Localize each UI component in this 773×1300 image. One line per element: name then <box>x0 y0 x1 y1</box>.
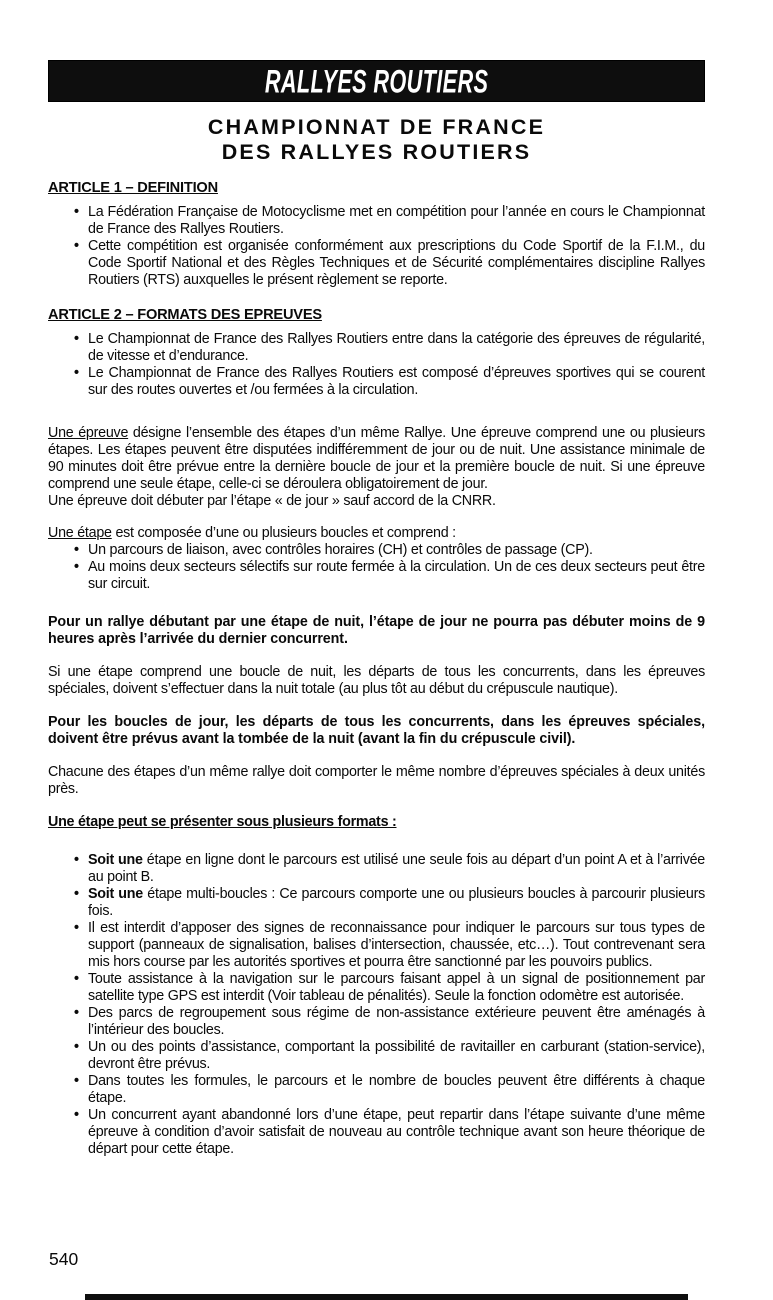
article2-heading: ARTICLE 2 – FORMATS DES EPREUVES <box>48 307 322 323</box>
paragraph-chacune: Chacune des étapes d’un même rallye doit comporter le même nombre d’épreuves spéciales à deux unités près. <box>48 764 705 797</box>
list-item: • Toute assistance à la navigation sur le parcours faisant appel à un signal de positionnement par satellite type GPS est interdit (Voir tableau de pénalités). Seule la fonction odomètre est autorisée. <box>48 971 705 1005</box>
list-item: • Un concurrent ayant abandonné lors d’une étape, peut repartir dans l’étape suivante d’une même épreuve à condition d’avoir satisfait de nouveau au contrôle technique avant son heure théorique de départ pour cette étape. <box>48 1107 705 1158</box>
article1-heading: ARTICLE 1 – DEFINITION <box>48 180 218 196</box>
paragraph-epreuve-text: désigne l’ensemble des étapes d’un même Rallye. Une épreuve comprend une ou plusieurs étapes. Les étapes peuvent être disputées indifféremment de jour ou de nuit. Une assistance minimale de 90 minutes doit être prévue entre la dernière boucle de jour et la première boucle de nuit. Si une épreuve comprend une seule étape, celle-ci se déroulera obligatoirement de jour. <box>48 425 705 492</box>
list-item: • Un parcours de liaison, avec contrôles horaires (CH) et contrôles de passage (CP). <box>48 542 705 559</box>
paragraph-bold-nuit: Pour un rallye débutant par une étape de nuit, l’étape de jour ne pourra pas débuter moins de 9 heures après l’arrivée du dernier concurrent. <box>48 614 705 647</box>
banner-title: RALLYES ROUTIERS <box>264 62 489 100</box>
page-title-line2: DES RALLYES ROUTIERS <box>221 140 532 164</box>
formats-heading: Une étape peut se présenter sous plusieurs formats : <box>48 814 397 830</box>
list-item: • Au moins deux secteurs sélectifs sur route fermée à la circulation. Un de ces deux secteurs peut être sur circuit. <box>48 559 705 593</box>
list-item: • Il est interdit d’apposer des signes de reconnaissance pour indiquer le parcours sur tous types de support (panneaux de signalisation, balises d’intersection, chaussée, etc…). Tout contrevenant sera mis hors course par les autorités sportives et pourra être sanctionné par les pouvoirs publics. <box>48 920 705 971</box>
list-item: • Un ou des points d’assistance, comportant la possibilité de ravitailler en carburant (station-service), devront être prévus. <box>48 1039 705 1073</box>
list-item: • Le Championnat de France des Rallyes Routiers est composé d’épreuves sportives qui se courent sur des routes ouvertes et /ou fermées à la circulation. <box>48 365 705 399</box>
bullet-text: étape multi-boucles : Ce parcours comporte une ou plusieurs boucles à parcourir plusieurs fois. <box>88 886 705 919</box>
paragraph-bold-jour: Pour les boucles de jour, les départs de tous les concurrents, dans les épreuves spéciales, doivent être prévus avant la tombée de la nuit (avant la fin du crépuscule civil). <box>48 714 705 747</box>
term-une-etape: Une étape <box>48 525 112 541</box>
etape-bullets <box>48 542 705 593</box>
article1-bullets <box>48 204 705 289</box>
bullet-bold-lead: Soit une <box>88 852 143 868</box>
list-item: • Dans toutes les formules, le parcours et le nombre de boucles peuvent être différents à chaque étape. <box>48 1073 705 1107</box>
list-item: • Le Championnat de France des Rallyes Routiers entre dans la catégorie des épreuves de régularité, de vitesse et d’endurance. <box>48 331 705 365</box>
article2-bullets <box>48 331 705 399</box>
section-banner <box>48 60 705 102</box>
list-item: • La Fédération Française de Motocyclisme met en compétition pour l’année en cours le Championnat de France des Rallyes Routiers. <box>48 204 705 238</box>
paragraph-etape-text: est composée d’une ou plusieurs boucles et comprend : <box>111 525 456 541</box>
paragraph-epreuve <box>48 425 705 493</box>
page-title <box>48 115 705 165</box>
paragraph-boucle-nuit: Si une étape comprend une boucle de nuit, les départs de tous les concurrents, dans les épreuves spéciales, doivent s’effectuer dans la nuit totale (au plus tôt au début du crépuscule nautique). <box>48 664 705 697</box>
list-item <box>48 852 705 886</box>
bullet-text: étape en ligne dont le parcours est utilisé une seule fois au départ d’un point A et à l’arrivée au point B. <box>88 852 705 885</box>
term-une-epreuve: Une épreuve <box>48 425 129 441</box>
paragraph-epreuve-line2: Une épreuve doit débuter par l’étape « de jour » sauf accord de la CNRR. <box>48 493 496 509</box>
page-number: 540 <box>49 1249 79 1269</box>
list-item: • Cette compétition est organisée conformément aux prescriptions du Code Sportif de la F.I.M., du Code Sportif National et des Règles Techniques et de Sécurité complémentaires discipline Rallyes Routiers (RTS) auxquelles le présent règlement se reporte. <box>48 238 705 289</box>
paragraph-etape <box>48 525 705 542</box>
next-page-banner-edge <box>85 1294 688 1300</box>
page-title-line1: CHAMPIONNAT DE FRANCE <box>207 115 546 139</box>
bullet-bold-lead: Soit une <box>88 886 143 902</box>
list-item: • Des parcs de regroupement sous régime de non-assistance extérieure peuvent être aménagés à l’intérieur des boucles. <box>48 1005 705 1039</box>
list-item <box>48 886 705 920</box>
formats-bullets <box>48 852 705 1158</box>
